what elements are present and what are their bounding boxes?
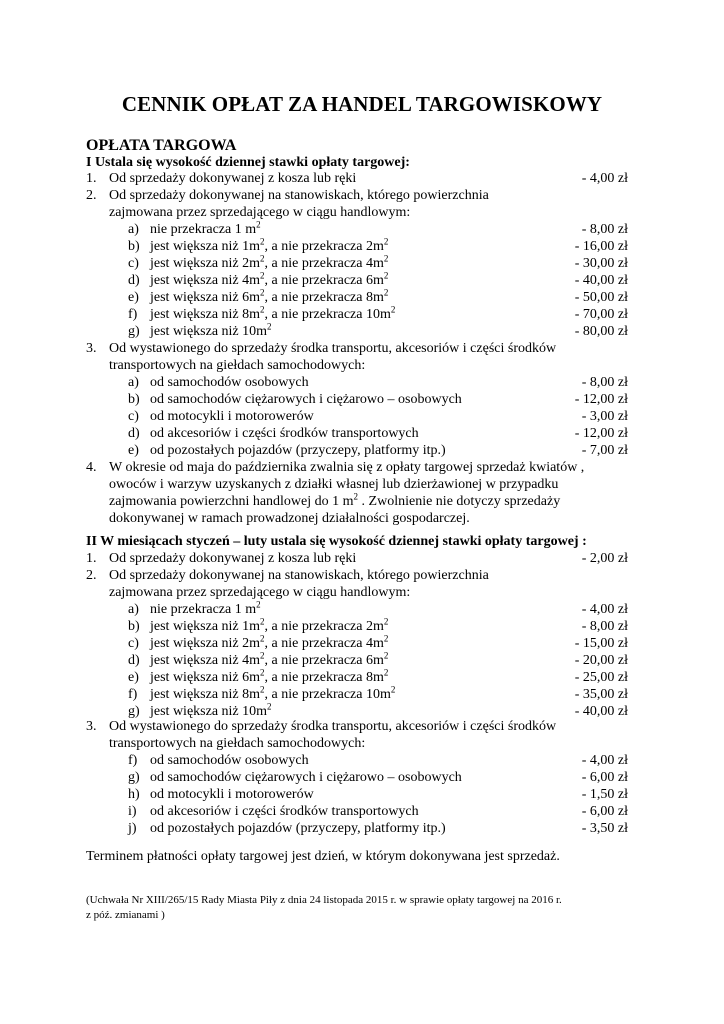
item-text: jest większa niż $8m^2$, a nie przekracza $10m^2$ [150,304,396,322]
item-price: - 40,00 zł [574,273,628,288]
item-price: - 4,00 zł [581,602,628,617]
item-letter: b) [128,239,140,254]
item-text: jest większa niż $8m^2$, a nie przekracza $10m^2$ [150,684,396,702]
item-price: - 6,00 zł [581,770,628,785]
item-text: Od wystawionego do sprzedaży środka transportu, akcesoriów i części środków [109,341,557,356]
part1-heading: I Ustala się wysokość dziennej stawki opłaty targowej: [86,155,410,170]
part1-item1 [86,170,628,187]
item-letter: c) [128,256,139,271]
part2-item1 [86,550,628,567]
item4-line3: zajmowania powierzchni handlowej do 1 $m^2$ . Zwolnienie nie dotyczy sprzedaży [109,491,561,509]
item-number: 1. [86,171,97,186]
item-number: 2. [86,568,97,583]
page-title: CENNIK OPŁAT ZA HANDEL TARGOWISKOWY [121,92,603,116]
part1-area-row [86,255,628,272]
item-letter: a) [128,602,139,617]
item-price: - 12,00 zł [574,392,628,407]
section-header: OPŁATA TARGOWA [86,137,237,154]
part1-area-row [86,272,628,289]
part1-transport-row [86,391,628,408]
item-letter: j) [128,821,137,836]
item-text: Od sprzedaży dokonywanej na stanowiskach, którego powierzchnia [109,568,489,583]
item-text: Od sprzedaży dokonywanej z kosza lub ręki [109,551,357,566]
item-text: od motocykli i motorowerów [150,409,314,424]
part1-area-row [86,221,628,238]
item-letter: d) [128,653,140,668]
part2-area-row [86,618,628,635]
part2-item2 [86,567,628,584]
item-text: transportowych na giełdach samochodowych: [109,358,366,373]
item-letter: e) [128,290,139,305]
item-price: - 8,00 zł [581,222,628,237]
part1-item4 [86,459,626,527]
item-letter: c) [128,409,139,424]
item-text: nie przekracza 1 $m^2$ [150,599,261,617]
item-price: - 20,00 zł [574,653,628,668]
item-text: od motocykli i motorowerów [150,787,314,802]
item-text: jest większa niż $2m^2$, a nie przekracza $4m^2$ [150,633,389,651]
item-price: - 16,00 zł [574,239,628,254]
item-text: od samochodów osobowych [150,753,309,768]
item-text: jest większa niż $2m^2$, a nie przekracza $4m^2$ [150,253,389,271]
part1-item3-cont [86,357,628,374]
item-text: od pozostałych pojazdów (przyczepy, platformy itp.) [150,443,446,458]
part2-area-row [86,669,628,686]
part2-area-row [86,601,628,618]
item-price: - 8,00 zł [581,619,628,634]
item-price: - 7,00 zł [581,443,628,458]
part2-area-row [86,652,628,669]
part1-item2-cont [86,204,628,221]
item-number: 2. [86,188,97,203]
item-text: jest większa niż $6m^2$, a nie przekracza $8m^2$ [150,667,389,685]
item-price: - 2,00 zł [581,551,628,566]
item-price: - 80,00 zł [574,324,628,339]
part2-transport-row [86,820,628,837]
part2-area-row [86,635,628,652]
item-text: transportowych na giełdach samochodowych: [109,736,366,751]
item-letter: b) [128,619,140,634]
item-price: - 8,00 zł [581,375,628,390]
item-letter: e) [128,670,139,685]
item-number: 4. [86,460,97,475]
item-text: zajmowana przez sprzedającego w ciągu handlowym: [109,585,411,600]
item4-line1: W okresie od maja do października zwalnia się z opłaty targowej sprzedaż kwiatów , [109,460,585,475]
item-letter: h) [128,787,140,802]
part1-area-row [86,323,628,340]
item-letter: g) [128,770,140,785]
part1-transport-row [86,425,628,442]
item-letter: d) [128,426,140,441]
item4-line2: owoców i warzyw uzyskanych z działki własnej lub dzierżawionej w przypadku [109,477,559,492]
item-letter: e) [128,443,139,458]
item-text: zajmowana przez sprzedającego w ciągu handlowym: [109,205,411,220]
item-price: - 30,00 zł [574,256,628,271]
item-price: - 70,00 zł [574,307,628,322]
part1-area-row [86,306,628,323]
item-price: - 6,00 zł [581,804,628,819]
item-price: - 50,00 zł [574,290,628,305]
item-letter: c) [128,636,139,651]
item-price: - 25,00 zł [574,670,628,685]
item-text: jest większa niż $6m^2$, a nie przekracza $8m^2$ [150,287,389,305]
item-text: od samochodów osobowych [150,375,309,390]
item-price: - 40,00 zł [574,704,628,719]
item-number: 3. [86,719,97,734]
item-letter: f) [128,307,138,322]
footnote [86,893,646,923]
item-price: - 3,00 zł [581,409,628,424]
item-letter: g) [128,704,140,719]
part1-area-row [86,289,628,306]
item-letter: a) [128,222,139,237]
part2-transport-row [86,803,628,820]
footnote-line1: (Uchwała Nr XIII/265/15 Rady Miasta Piły z dnia 24 listopada 2015 r. w sprawie opłaty targowej na 2016 r. [86,894,562,906]
part2-transport-row [86,769,628,786]
item-text: nie przekracza 1 $m^2$ [150,219,261,237]
item-text: jest większa niż $4m^2$, a nie przekracza $6m^2$ [150,270,389,288]
part1-item2 [86,187,628,204]
part2-item3 [86,718,628,735]
item4-line4: dokonywanej w ramach prowadzonej działalności gospodarczej. [109,511,470,526]
item-text: jest większa niż $1m^2$, a nie przekracza $2m^2$ [150,236,389,254]
item-text: od akcesoriów i części środków transportowych [150,426,419,441]
item-letter: a) [128,375,139,390]
item-text: Od sprzedaży dokonywanej na stanowiskach, którego powierzchnia [109,188,489,203]
item-text: od samochodów ciężarowych i ciężarowo – osobowych [150,770,462,785]
item-price: - 15,00 zł [574,636,628,651]
item-text: Od sprzedaży dokonywanej z kosza lub ręki [109,171,357,186]
item-price: - 4,00 zł [581,171,628,186]
item-letter: b) [128,392,140,407]
item-price: - 35,00 zł [574,687,628,702]
payment-note: Terminem płatności opłaty targowej jest dzień, w którym dokonywana jest sprzedaż. [86,849,560,864]
item-price: - 4,00 zł [581,753,628,768]
part1-transport-row [86,374,628,391]
item-text: jest większa niż $1m^2$, a nie przekracza $2m^2$ [150,616,389,634]
part2-transport-row [86,786,628,803]
part2-area-row [86,686,628,703]
item-text: jest większa niż $10m^2$ [150,321,272,339]
item-letter: g) [128,324,140,339]
part1-transport-row [86,442,628,459]
item-text: jest większa niż $10m^2$ [150,701,272,719]
item-text: od samochodów ciężarowych i ciężarowo – osobowych [150,392,462,407]
item-text: Od wystawionego do sprzedaży środka transportu, akcesoriów i części środków [109,719,557,734]
item-text: od akcesoriów i części środków transportowych [150,804,419,819]
part1-item3 [86,340,628,357]
item-number: 3. [86,341,97,356]
item-text: jest większa niż $4m^2$, a nie przekracza $6m^2$ [150,650,389,668]
item-price: - 1,50 zł [581,787,628,802]
part2-item3-cont [86,735,628,752]
item-price: - 3,50 zł [581,821,628,836]
item-letter: i) [128,804,137,819]
item-number: 1. [86,551,97,566]
part1-area-row [86,238,628,255]
part1-transport-row [86,408,628,425]
item-text: od pozostałych pojazdów (przyczepy, platformy itp.) [150,821,446,836]
item-price: - 12,00 zł [574,426,628,441]
item-letter: f) [128,687,138,702]
part2-transport-row [86,752,628,769]
item-letter: d) [128,273,140,288]
footnote-line2: z póź. zmianami ) [86,909,165,921]
part2-heading: II W miesiącach styczeń – luty ustala się wysokość dziennej stawki opłaty targowej : [86,534,587,549]
item-letter: f) [128,753,138,768]
part2-item2-cont [86,584,628,601]
